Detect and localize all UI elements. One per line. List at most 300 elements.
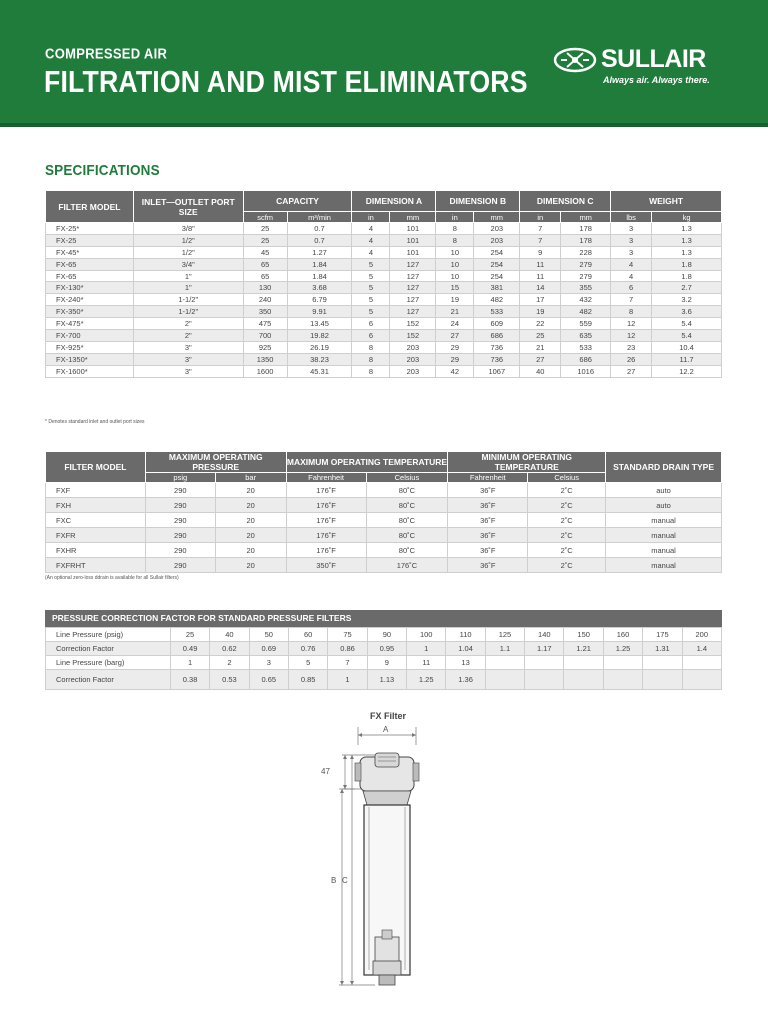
- table-cell: 13: [446, 656, 485, 670]
- table-cell: 3.6: [652, 306, 722, 318]
- table-cell: 736: [474, 341, 520, 353]
- table-cell: 0.62: [210, 642, 249, 656]
- table-cell: 5.4: [652, 318, 722, 330]
- table-cell: 29: [436, 353, 474, 365]
- table-cell: 1.25: [407, 670, 446, 690]
- table-row: [46, 365, 722, 377]
- table-cell: 27: [611, 365, 652, 377]
- unit-header: Celsius: [366, 473, 448, 483]
- table-cell: 3": [133, 341, 243, 353]
- table-cell: 254: [474, 258, 520, 270]
- port-size-footnote: * Denotes standard inlet and outlet port sizes: [45, 419, 145, 425]
- table-row: [46, 234, 722, 246]
- table-cell: 20: [215, 498, 286, 513]
- table-cell: 11.7: [652, 353, 722, 365]
- table-cell: 533: [561, 341, 611, 353]
- table-cell: 1": [133, 282, 243, 294]
- table-cell: 25: [520, 330, 561, 342]
- table-cell: 60: [288, 628, 327, 642]
- table-cell: 27: [436, 330, 474, 342]
- table-cell: manual: [606, 513, 722, 528]
- table-cell: 50: [249, 628, 288, 642]
- table-cell: 3: [611, 234, 652, 246]
- table-cell: 125: [485, 628, 524, 642]
- table-row: [46, 543, 722, 558]
- table-cell: 203: [474, 234, 520, 246]
- table-cell: 0.38: [170, 670, 209, 690]
- table-cell: 176˚F: [286, 513, 366, 528]
- table-cell: 22: [520, 318, 561, 330]
- table-cell: 150: [564, 628, 603, 642]
- filter-model-cell: FX-1600*: [46, 365, 134, 377]
- table-cell: 0.85: [288, 670, 327, 690]
- table-cell: 101: [390, 234, 436, 246]
- table-cell: 1.04: [446, 642, 485, 656]
- table-cell: 8: [352, 365, 390, 377]
- table-cell: [485, 656, 524, 670]
- table-cell: [564, 656, 603, 670]
- table-cell: 65: [243, 258, 287, 270]
- table-cell: 475: [243, 318, 287, 330]
- table-cell: 0.86: [328, 642, 367, 656]
- table-cell: 6: [352, 318, 390, 330]
- table-cell: 36˚F: [448, 513, 528, 528]
- table-cell: 3: [611, 246, 652, 258]
- table-cell: 0.69: [249, 642, 288, 656]
- col-header-filter-model-2: FILTER MODEL: [46, 452, 146, 483]
- table-cell: 36˚F: [448, 543, 528, 558]
- table-cell: [682, 670, 721, 690]
- table-cell: 1/2": [133, 246, 243, 258]
- table-cell: 0.7: [287, 223, 352, 235]
- table-cell: 25: [243, 234, 287, 246]
- table-cell: 533: [474, 306, 520, 318]
- col-header-dimension-c: DIMENSION C: [520, 191, 611, 212]
- col-header-filter-model: FILTER MODEL: [46, 191, 134, 223]
- section-title-specifications: SPECIFICATIONS: [45, 162, 160, 179]
- unit-header: in: [436, 212, 474, 223]
- filter-model-cell: FXFR: [46, 528, 146, 543]
- table-cell: 19: [520, 306, 561, 318]
- table-cell: 2": [133, 318, 243, 330]
- table-cell: 482: [474, 294, 520, 306]
- table-cell: 7: [611, 294, 652, 306]
- table-cell: 176˚F: [286, 498, 366, 513]
- table-cell: 290: [145, 543, 215, 558]
- col-header-dimension-b: DIMENSION B: [436, 191, 520, 212]
- unit-header: Fahrenheit: [286, 473, 366, 483]
- table-row: [46, 670, 722, 690]
- dimension-a-label: A: [383, 725, 389, 734]
- table-cell: 40: [520, 365, 561, 377]
- table-cell: 12.2: [652, 365, 722, 377]
- table-cell: 13.45: [287, 318, 352, 330]
- table-cell: 75: [328, 628, 367, 642]
- table-cell: 36˚F: [448, 528, 528, 543]
- table-cell: 203: [474, 223, 520, 235]
- page-header: [0, 0, 768, 127]
- table-cell: 609: [474, 318, 520, 330]
- table-cell: 1.27: [287, 246, 352, 258]
- table-cell: 21: [520, 341, 561, 353]
- table-cell: 90: [367, 628, 406, 642]
- table-cell: 1.84: [287, 270, 352, 282]
- table-cell: 9: [367, 656, 406, 670]
- table-cell: 3: [611, 223, 652, 235]
- table-cell: 20: [215, 543, 286, 558]
- table-cell: 2˚C: [528, 543, 606, 558]
- table-cell: 152: [390, 330, 436, 342]
- table-cell: 290: [145, 528, 215, 543]
- unit-header: kg: [652, 212, 722, 223]
- table-cell: 686: [561, 353, 611, 365]
- table-cell: 8: [611, 306, 652, 318]
- table-cell: 21: [436, 306, 474, 318]
- table-cell: 2˚C: [528, 558, 606, 573]
- table-row: [46, 656, 722, 670]
- table-row: [46, 513, 722, 528]
- table-cell: 19.82: [287, 330, 352, 342]
- filter-model-cell: FX-475*: [46, 318, 134, 330]
- table-cell: 19: [436, 294, 474, 306]
- table-cell: 80˚C: [366, 528, 448, 543]
- table-cell: 7: [520, 234, 561, 246]
- table-cell: 686: [474, 330, 520, 342]
- table-cell: 178: [561, 223, 611, 235]
- table-cell: 1.3: [652, 246, 722, 258]
- filter-model-cell: FX-1350*: [46, 353, 134, 365]
- table-row: [46, 341, 722, 353]
- table-row: [46, 282, 722, 294]
- row-label: Correction Factor: [46, 642, 171, 656]
- table-cell: 0.53: [210, 670, 249, 690]
- table-cell: 176˚F: [286, 528, 366, 543]
- table-cell: 178: [561, 234, 611, 246]
- table-cell: 2: [210, 656, 249, 670]
- unit-header: mm: [474, 212, 520, 223]
- table-cell: 1.84: [287, 258, 352, 270]
- correction-table-title: PRESSURE CORRECTION FACTOR FOR STANDARD PRESSURE FILTERS: [45, 610, 722, 627]
- table-cell: [525, 656, 564, 670]
- table-cell: 200: [682, 628, 721, 642]
- table-cell: 80˚C: [366, 543, 448, 558]
- table-cell: 20: [215, 558, 286, 573]
- table-cell: 27: [520, 353, 561, 365]
- table-cell: 8: [352, 341, 390, 353]
- table-cell: 25: [170, 628, 209, 642]
- table-cell: 175: [643, 628, 682, 642]
- table-cell: 24: [436, 318, 474, 330]
- table-cell: 4: [352, 223, 390, 235]
- filter-drawing: [315, 705, 475, 995]
- table-cell: 0.95: [367, 642, 406, 656]
- col-header-port-size: INLET—OUTLET PORT SIZE: [133, 191, 243, 223]
- table-cell: 3": [133, 365, 243, 377]
- unit-header: scfm: [243, 212, 287, 223]
- table-cell: 228: [561, 246, 611, 258]
- filter-model-cell: FXH: [46, 498, 146, 513]
- unit-header: mm: [561, 212, 611, 223]
- table-cell: 20: [215, 513, 286, 528]
- table-cell: 290: [145, 498, 215, 513]
- table-cell: 80˚C: [366, 513, 448, 528]
- table-cell: 40: [210, 628, 249, 642]
- table-row: [46, 318, 722, 330]
- table-cell: 254: [474, 270, 520, 282]
- table-cell: 1067: [474, 365, 520, 377]
- table-cell: 5: [352, 294, 390, 306]
- col-header-max-pressure: MAXIMUM OPERATING PRESSURE: [145, 452, 286, 473]
- table-cell: 1.25: [603, 642, 642, 656]
- table-cell: 23: [611, 341, 652, 353]
- drain-footnote: (An optional zero-loss ddrain is available for all Sullair filters): [45, 575, 179, 581]
- table-cell: 4: [352, 234, 390, 246]
- fx-filter-diagram: [315, 705, 475, 995]
- table-cell: manual: [606, 558, 722, 573]
- table-cell: 5: [352, 306, 390, 318]
- unit-header: bar: [215, 473, 286, 483]
- table-cell: 5: [288, 656, 327, 670]
- specifications-table: [45, 190, 722, 378]
- row-label: Line Pressure (psig): [46, 628, 171, 642]
- table-cell: [603, 656, 642, 670]
- table-cell: 432: [561, 294, 611, 306]
- table-cell: 65: [243, 270, 287, 282]
- table-cell: 2": [133, 330, 243, 342]
- table-cell: auto: [606, 498, 722, 513]
- table-cell: 1-1/2": [133, 294, 243, 306]
- table-cell: 1600: [243, 365, 287, 377]
- table-cell: 42: [436, 365, 474, 377]
- table-cell: 0.49: [170, 642, 209, 656]
- table-cell: 8: [352, 353, 390, 365]
- unit-header: in: [520, 212, 561, 223]
- table-cell: [485, 670, 524, 690]
- table-cell: 3/8": [133, 223, 243, 235]
- col-header-min-temperature: MINIMUM OPERATING TEMPERATURE: [448, 452, 606, 473]
- table-cell: 350: [243, 306, 287, 318]
- table-cell: 290: [145, 558, 215, 573]
- filter-model-cell: FX-240*: [46, 294, 134, 306]
- table-cell: 1.8: [652, 270, 722, 282]
- table-cell: 45: [243, 246, 287, 258]
- table-cell: 127: [390, 270, 436, 282]
- table-cell: 279: [561, 258, 611, 270]
- table-cell: 36˚F: [448, 498, 528, 513]
- filter-model-cell: FXFRHT: [46, 558, 146, 573]
- table-row: [46, 246, 722, 258]
- table-row: [46, 306, 722, 318]
- col-header-capacity: CAPACITY: [243, 191, 352, 212]
- table-cell: 127: [390, 258, 436, 270]
- table-cell: 127: [390, 294, 436, 306]
- table-cell: 176˚F: [286, 483, 366, 498]
- table-cell: 5: [352, 282, 390, 294]
- header-bottom-edge: [0, 123, 768, 127]
- table-cell: 1.3: [652, 223, 722, 235]
- table-cell: 1.13: [367, 670, 406, 690]
- filter-model-cell: FX-65: [46, 258, 134, 270]
- dimension-b-label: B: [331, 876, 337, 885]
- table-row: [46, 294, 722, 306]
- table-cell: 9: [520, 246, 561, 258]
- table-cell: 7: [328, 656, 367, 670]
- table-cell: 2˚C: [528, 528, 606, 543]
- correction-factor-table: [45, 627, 722, 690]
- filter-model-cell: FX-65: [46, 270, 134, 282]
- table-cell: 11: [520, 258, 561, 270]
- table-cell: 1-1/2": [133, 306, 243, 318]
- table-cell: 26.19: [287, 341, 352, 353]
- table-row: [46, 642, 722, 656]
- table-cell: [603, 670, 642, 690]
- table-cell: 9.91: [287, 306, 352, 318]
- table-cell: 4: [611, 270, 652, 282]
- filter-model-cell: FXHR: [46, 543, 146, 558]
- col-header-max-temperature: MAXIMUM OPERATING TEMPERATURE: [286, 452, 448, 473]
- row-label: Line Pressure (barg): [46, 656, 171, 670]
- table-cell: 45.31: [287, 365, 352, 377]
- unit-header: Fahrenheit: [448, 473, 528, 483]
- table-cell: 279: [561, 270, 611, 282]
- col-header-drain-type: STANDARD DRAIN TYPE: [606, 452, 722, 483]
- table-cell: 1.17: [525, 642, 564, 656]
- dimension-c-label: C: [342, 876, 348, 885]
- table-cell: 11: [520, 270, 561, 282]
- table-cell: [525, 670, 564, 690]
- unit-header: m³/min: [287, 212, 352, 223]
- table-cell: 15: [436, 282, 474, 294]
- table-cell: 1/2": [133, 234, 243, 246]
- header-subtitle: COMPRESSED AIR: [45, 45, 168, 62]
- table-cell: 140: [525, 628, 564, 642]
- table-cell: 152: [390, 318, 436, 330]
- filter-model-cell: FX-45*: [46, 246, 134, 258]
- table-cell: 4: [611, 258, 652, 270]
- sullair-logo-mark-icon: [553, 47, 597, 73]
- table-cell: manual: [606, 543, 722, 558]
- table-cell: 0.76: [288, 642, 327, 656]
- sullair-logo: [553, 44, 733, 88]
- table-cell: 5: [352, 258, 390, 270]
- brand-name: SULLAIR: [601, 45, 706, 73]
- filter-model-cell: FX-350*: [46, 306, 134, 318]
- table-row: [46, 223, 722, 235]
- table-cell: 26: [611, 353, 652, 365]
- table-cell: 176˚F: [286, 543, 366, 558]
- table-cell: 6.79: [287, 294, 352, 306]
- table-cell: 176˚C: [366, 558, 448, 573]
- table-cell: 10.4: [652, 341, 722, 353]
- table-cell: 2.7: [652, 282, 722, 294]
- table-cell: 290: [145, 483, 215, 498]
- table-cell: 8: [436, 234, 474, 246]
- table-row: [46, 270, 722, 282]
- unit-header: mm: [390, 212, 436, 223]
- table-cell: 20: [215, 528, 286, 543]
- table-cell: 203: [390, 365, 436, 377]
- table-cell: 355: [561, 282, 611, 294]
- table-cell: auto: [606, 483, 722, 498]
- table-row: [46, 558, 722, 573]
- row-label: Correction Factor: [46, 670, 171, 690]
- diagram-title: FX Filter: [370, 711, 407, 721]
- table-cell: 1016: [561, 365, 611, 377]
- table-cell: 254: [474, 246, 520, 258]
- brand-tagline: Always air. Always there.: [603, 75, 710, 85]
- table-cell: 1.8: [652, 258, 722, 270]
- col-header-weight: WEIGHT: [611, 191, 722, 212]
- table-cell: 3/4": [133, 258, 243, 270]
- table-cell: 559: [561, 318, 611, 330]
- table-cell: 110: [446, 628, 485, 642]
- table-row: [46, 498, 722, 513]
- table-cell: 6: [611, 282, 652, 294]
- table-cell: 20: [215, 483, 286, 498]
- table-cell: 290: [145, 513, 215, 528]
- table-cell: 3.2: [652, 294, 722, 306]
- table-cell: 700: [243, 330, 287, 342]
- filter-model-cell: FX-925*: [46, 341, 134, 353]
- table-cell: 0.65: [249, 670, 288, 690]
- table-cell: 7: [520, 223, 561, 235]
- table-cell: 101: [390, 223, 436, 235]
- filter-model-cell: FX-25*: [46, 223, 134, 235]
- table-cell: 10: [436, 258, 474, 270]
- table-cell: 38.23: [287, 353, 352, 365]
- table-cell: 8: [436, 223, 474, 235]
- table-cell: 1": [133, 270, 243, 282]
- table-cell: 127: [390, 306, 436, 318]
- table-cell: 2˚C: [528, 483, 606, 498]
- table-row: [46, 628, 722, 642]
- table-cell: 736: [474, 353, 520, 365]
- page-title: FILTRATION AND MIST ELIMINATORS: [44, 64, 528, 99]
- table-cell: 1: [170, 656, 209, 670]
- table-cell: 17: [520, 294, 561, 306]
- table-cell: manual: [606, 528, 722, 543]
- table-cell: 25: [243, 223, 287, 235]
- unit-header: psig: [145, 473, 215, 483]
- table-cell: 10: [436, 270, 474, 282]
- table-cell: 4: [352, 246, 390, 258]
- table-cell: 80˚C: [366, 498, 448, 513]
- filter-model-cell: FXF: [46, 483, 146, 498]
- table-cell: 1: [407, 642, 446, 656]
- table-row: [46, 483, 722, 498]
- table-cell: 80˚C: [366, 483, 448, 498]
- table-cell: 5.4: [652, 330, 722, 342]
- table-cell: 36˚F: [448, 558, 528, 573]
- table-cell: 1.1: [485, 642, 524, 656]
- table-cell: 1.3: [652, 234, 722, 246]
- table-cell: 635: [561, 330, 611, 342]
- table-cell: [643, 670, 682, 690]
- table-cell: 1: [328, 670, 367, 690]
- table-cell: 130: [243, 282, 287, 294]
- table-row: [46, 353, 722, 365]
- table-cell: 160: [603, 628, 642, 642]
- filter-model-cell: FXC: [46, 513, 146, 528]
- table-cell: 100: [407, 628, 446, 642]
- table-cell: 36˚F: [448, 483, 528, 498]
- table-cell: 6: [352, 330, 390, 342]
- table-cell: 482: [561, 306, 611, 318]
- table-cell: 381: [474, 282, 520, 294]
- table-cell: [564, 670, 603, 690]
- table-cell: 1.21: [564, 642, 603, 656]
- table-row: [46, 528, 722, 543]
